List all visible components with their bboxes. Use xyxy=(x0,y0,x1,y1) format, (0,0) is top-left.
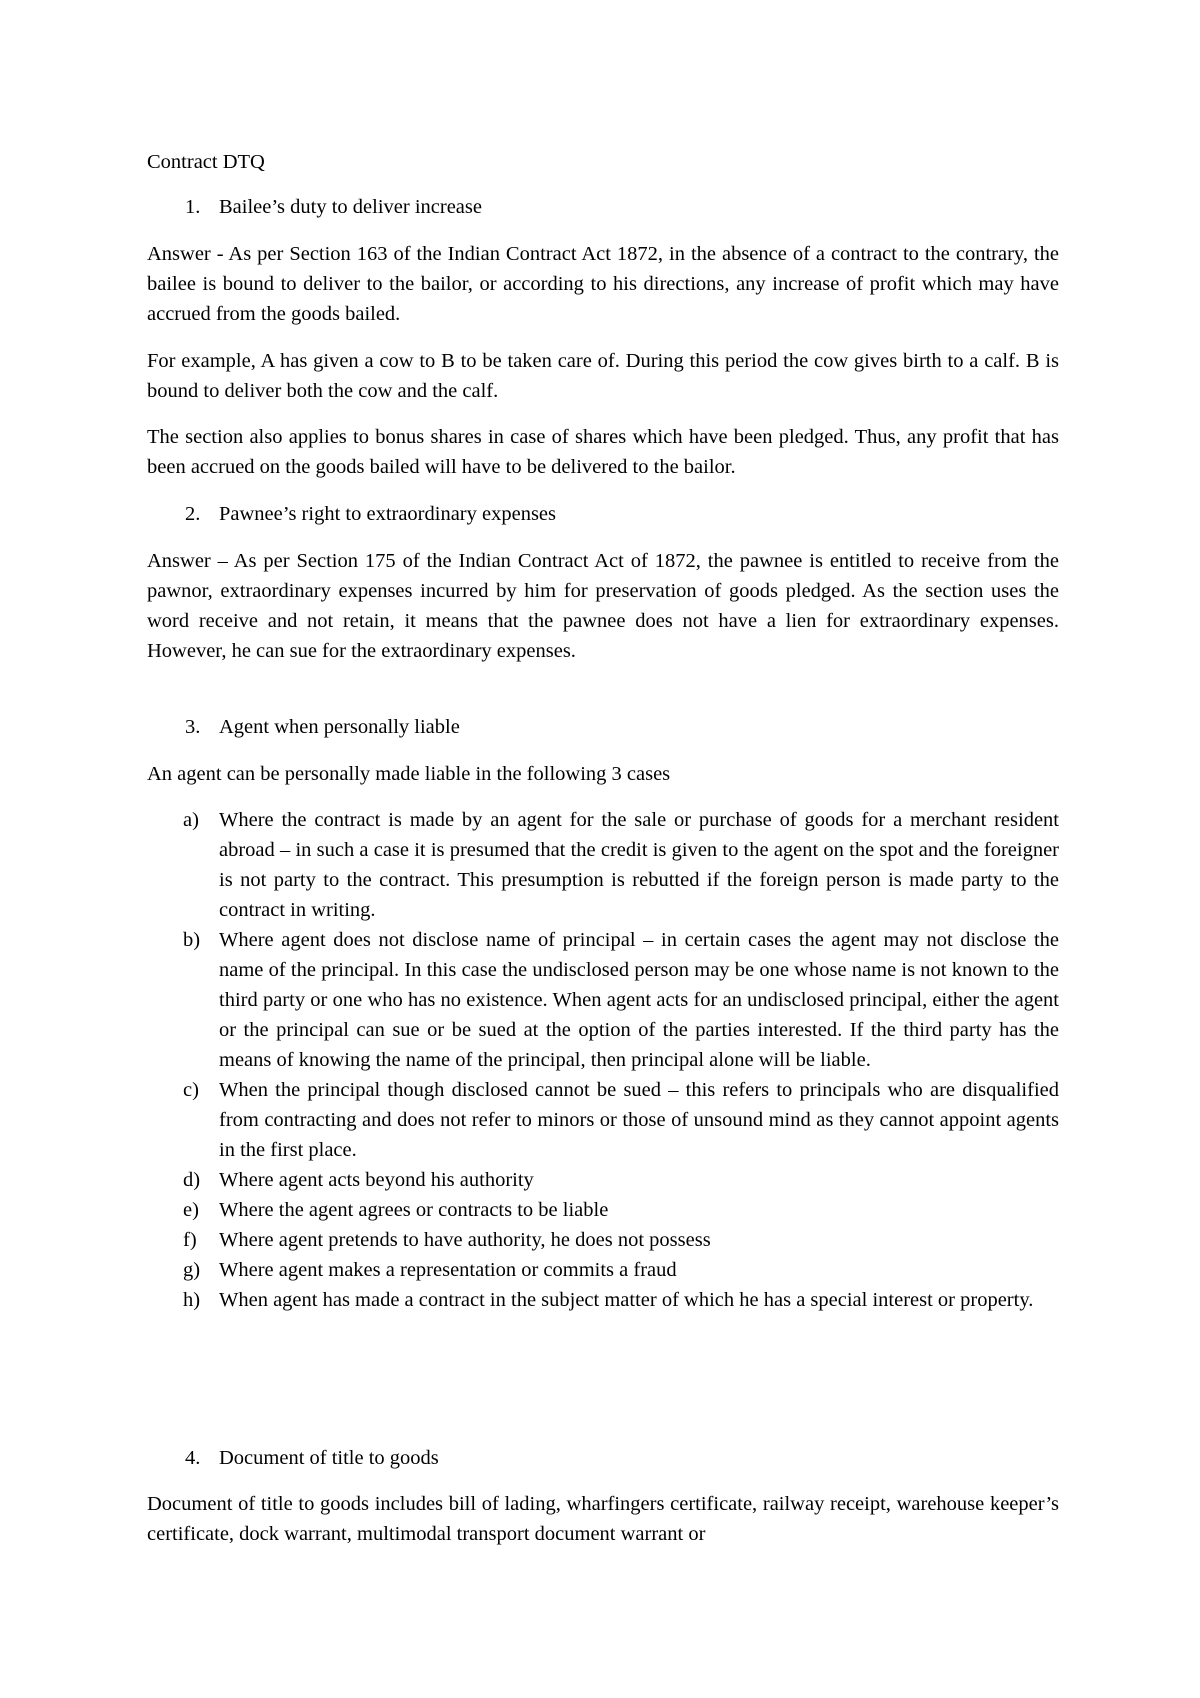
list-item xyxy=(147,925,1059,1075)
list-item-text: Where agent makes a representation or commits a fraud xyxy=(219,1259,677,1281)
question-4-answer: Document of title to goods includes bill of lading, wharfingers certificate, railway receipt, warehouse keeper’s certificate, dock warrant, multimodal transport document warrant or xyxy=(147,1493,1059,1545)
list-item-text: Where agent pretends to have authority, he does not possess xyxy=(219,1229,711,1251)
question-1-heading xyxy=(147,192,482,222)
question-4-heading xyxy=(147,1443,439,1473)
question-1-example: For example, A has given a cow to B to be taken care of. During this period the cow gives birth to a calf. B is bound to deliver both the cow and the calf. xyxy=(147,350,1059,402)
question-1-text: Bailee’s duty to deliver increase xyxy=(219,196,482,218)
list-item xyxy=(147,805,1059,925)
list-item-label: a) xyxy=(183,809,199,831)
list-item-text: Where the contract is made by an agent for the sale or purchase of goods for a merchant resident abroad – in such a case it is presumed that the credit is given to the agent on the spot and the foreigner is not party to the contract. This presumption is rebutted if the foreign person is made party to the contract in writing. xyxy=(219,809,1059,921)
list-item xyxy=(147,1285,1059,1315)
question-2-text: Pawnee’s right to extraordinary expenses xyxy=(219,503,557,525)
list-item xyxy=(147,1195,1059,1225)
list-item-label: b) xyxy=(183,929,201,951)
question-1-note: The section also applies to bonus shares in case of shares which have been pledged. Thus, any profit that has been accrued on the goods bailed will have to be delivered to the bailor. xyxy=(147,426,1059,478)
question-1-answer: Answer - As per Section 163 of the Indian Contract Act 1872, in the absence of a contract to the contrary, the bailee is bound to deliver to the bailor, or according to his directions, any increase of profit which may have accrued from the goods bailed. xyxy=(147,243,1059,325)
question-4-number: 4. xyxy=(185,1447,201,1469)
list-item-text: Where the agent agrees or contracts to be liable xyxy=(219,1199,609,1221)
list-item-label: e) xyxy=(183,1199,199,1221)
list-item xyxy=(147,1255,1059,1285)
list-item xyxy=(147,1225,1059,1255)
list-item xyxy=(147,1165,1059,1195)
question-2-number: 2. xyxy=(185,503,201,525)
list-item-text: Where agent does not disclose name of principal – in certain cases the agent may not disclose the name of the principal. In this case the undisclosed person may be one whose name is not known to the third party or one who has no existence. When agent acts for an undisclosed principal, either the agent or the principal can sue or be sued at the option of the parties interested. If the third party has the means of knowing the name of the principal, then principal alone will be liable. xyxy=(219,929,1059,1071)
list-item-label: h) xyxy=(183,1289,201,1311)
list-item-text: Where agent acts beyond his authority xyxy=(219,1169,534,1191)
question-3-heading xyxy=(147,712,460,742)
question-3-intro: An agent can be personally made liable in the following 3 cases xyxy=(147,763,671,785)
list-item-label: g) xyxy=(183,1259,201,1281)
list-item-text: When agent has made a contract in the subject matter of which he has a special interest or property. xyxy=(219,1289,1034,1311)
list-item-label: f) xyxy=(183,1229,197,1251)
question-3-text: Agent when personally liable xyxy=(219,716,460,738)
question-3-number: 3. xyxy=(185,716,201,738)
list-item xyxy=(147,1075,1059,1165)
document-title: Contract DTQ xyxy=(147,151,265,173)
question-2-answer: Answer – As per Section 175 of the Indian Contract Act of 1872, the pawnee is entitled to receive from the pawnor, extraordinary expenses incurred by him for preservation of goods pledged. As the section uses the word receive and not retain, it means that the pawnee does not have a lien for extraordinary expenses. However, he can sue for the extraordinary expenses. xyxy=(147,550,1059,662)
question-2-heading xyxy=(147,499,556,529)
list-item-text: When the principal though disclosed cannot be sued – this refers to principals who are disqualified from contracting and does not refer to minors or those of unsound mind as they cannot appoint agents in the first place. xyxy=(219,1079,1059,1161)
question-1-number: 1. xyxy=(185,196,201,218)
question-4-text: Document of title to goods xyxy=(219,1447,439,1469)
list-item-label: c) xyxy=(183,1079,199,1101)
list-item-label: d) xyxy=(183,1169,201,1191)
liability-cases-list xyxy=(147,805,1059,1315)
